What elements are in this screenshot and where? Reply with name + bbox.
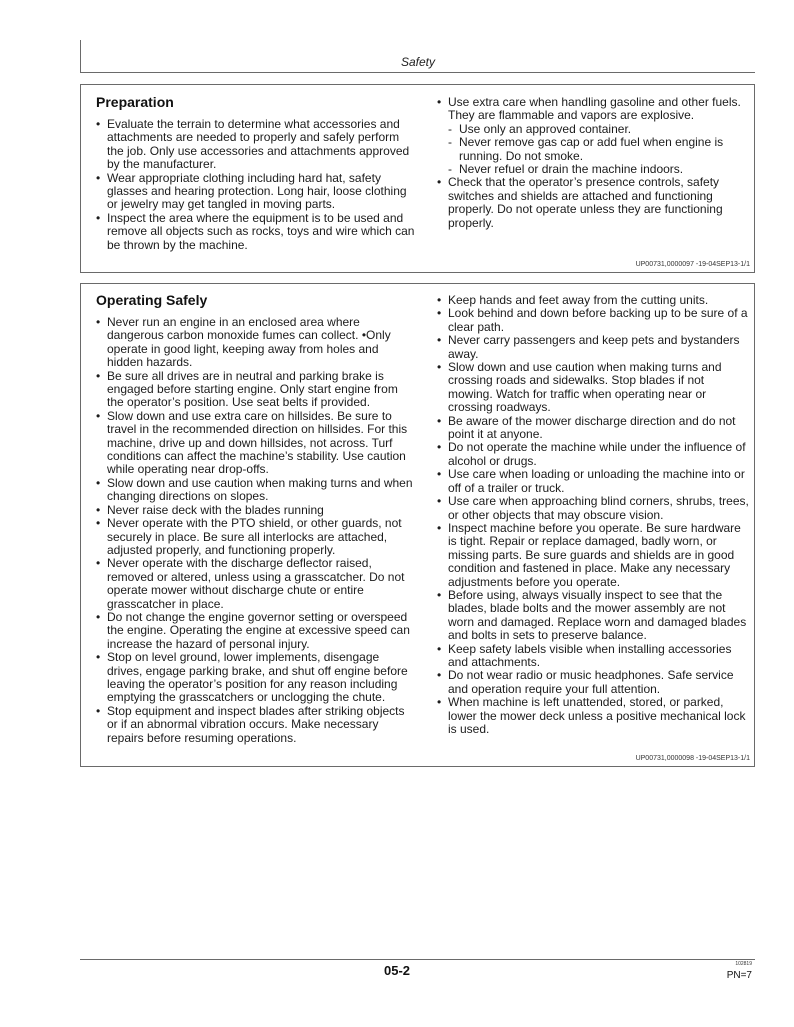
section-title: Operating Safely: [96, 292, 208, 308]
list-item: • Use care when loading or unloading the machine into or off of a trailer or truck.: [437, 468, 749, 495]
list-item: • When machine is left unattended, stored, or parked, lower the mower deck unless a positive mechanical lock is used.: [437, 696, 749, 736]
list-item: • Do not wear radio or music headphones. Safe service and operation require your full attention.: [437, 669, 749, 696]
list-item: • Never operate with the discharge deflector raised, removed or altered, unless using a grasscatcher. Do not operate mower without discharge chute or entire grasscatcher in place.: [96, 557, 416, 611]
list-item: • Wear appropriate clothing including hard hat, safety glasses and hearing protection. Long hair, loose clothing or jewelry may get tangled in moving parts.: [96, 172, 416, 212]
sub-list-item: - Use only an approved container.: [437, 123, 749, 136]
operating-right-list: [437, 294, 749, 736]
list-item: • Inspect machine before you operate. Be sure hardware is tight. Repair or replace damaged, badly worn, or missing parts. Be sure guards and shields are in good condition and fastened in place. Make any necessary adjustments before you operate.: [437, 522, 749, 589]
list-item: • Check that the operator’s presence controls, safety switches and shields are attached and functioning properly. Do not operate unless they are functioning properly.: [437, 176, 749, 230]
page-header: [80, 40, 755, 73]
operating-left-list: [96, 316, 416, 745]
operating-right-column: [437, 294, 749, 736]
preparation-left-column: [96, 94, 416, 252]
fuel-sublist: [437, 123, 749, 177]
header-title: Safety: [400, 55, 436, 69]
section-preparation: [80, 84, 755, 273]
list-item: • Never raise deck with the blades running: [96, 504, 416, 517]
list-item: • Slow down and use caution when making turns and when changing directions on slopes.: [96, 477, 416, 504]
list-item: • Inspect the area where the equipment is to be used and remove all objects such as rocks, toys and wire which can be thrown by the machine.: [96, 212, 416, 252]
list-item: • Keep safety labels visible when installing accessories and attachments.: [437, 643, 749, 670]
list-item: • Be sure all drives are in neutral and parking brake is engaged before starting engine. Only start engine from the operator’s position. Use seat belts if provided.: [96, 370, 416, 410]
list-item-text: Use extra care when handling gasoline and other fuels. They are flammable and vapors are explosive.: [448, 95, 741, 123]
operating-left-column: [96, 292, 416, 745]
preparation-right-column: [437, 96, 749, 230]
list-item: • Before using, always visually inspect to see that the blades, blade bolts and the mower assembly are not worn and damaged. Replace worn and damaged blades and bolts in sets to preserve balance.: [437, 589, 749, 643]
footer-page-index: PN=7: [726, 970, 752, 981]
reference-code: UP00731,0000098 -19-04SEP13-1/1: [635, 755, 750, 762]
list-item: • Look behind and down before backing up to be sure of a clear path.: [437, 307, 749, 334]
section-title: Preparation: [96, 94, 174, 110]
list-item: • Never operate with the PTO shield, or other guards, not securely in place. Be sure all interlocks are attached, adjusted properly, and functioning properly.: [96, 517, 416, 557]
footer-code: 102819: [735, 961, 752, 967]
page-number: 05-2: [383, 963, 411, 978]
sub-list-item: - Never refuel or drain the machine indoors.: [437, 163, 749, 176]
list-item: • Never carry passengers and keep pets and bystanders away.: [437, 334, 749, 361]
list-item: • Do not change the engine governor setting or overspeed the engine. Operating the engine at excessive speed can increase the hazard of personal injury.: [96, 611, 416, 651]
list-item: • Slow down and use caution when making turns and crossing roads and sidewalks. Stop blades if not mowing. Watch for traffic when operating near or crossing roadways.: [437, 361, 749, 415]
sub-list-item: - Never remove gas cap or add fuel when engine is: [437, 136, 749, 149]
list-item: • Use care when approaching blind corners, shrubs, trees, or other objects that may obscure vision.: [437, 495, 749, 522]
preparation-right-list: [437, 96, 749, 230]
list-item: • Evaluate the terrain to determine what accessories and attachments are needed to properly and safely perform the job. Only use accessories and attachments approved by the manufacturer.: [96, 118, 416, 172]
sub-list-item: running. Do not smoke.: [459, 148, 584, 163]
list-item: • Never run an engine in an enclosed area where dangerous carbon monoxide fumes can collect. •Only operate in good light, keeping away from holes and hidden hazards.: [96, 316, 416, 370]
list-item: • Keep hands and feet away from the cutting units.: [437, 294, 749, 307]
section-operating-safely: [80, 283, 755, 767]
footer-divider: [80, 959, 755, 960]
list-item: • Be aware of the mower discharge direction and do not point it at anyone.: [437, 415, 749, 442]
list-item: • Slow down and use extra care on hillsides. Be sure to travel in the recommended direction on hillsides. For this machine, drive up and down hillsides, not across. Turf conditions can affect the machine’s stability. Use caution while operating near drop-offs.: [96, 410, 416, 477]
list-item: • Stop equipment and inspect blades after striking objects or if an abnormal vibration occurs. Make necessary repairs before resuming operations.: [96, 705, 416, 745]
preparation-left-list: [96, 118, 416, 252]
list-item: [437, 96, 749, 176]
reference-code: UP00731,0000097 -19-04SEP13-1/1: [635, 261, 750, 268]
list-item: • Do not operate the machine while under the influence of alcohol or drugs.: [437, 441, 749, 468]
list-item: • Stop on level ground, lower implements, disengage drives, engage parking brake, and shut off engine before leaving the operator’s position for any reason including emptying the grasscatchers or unclogging the chute.: [96, 651, 416, 705]
